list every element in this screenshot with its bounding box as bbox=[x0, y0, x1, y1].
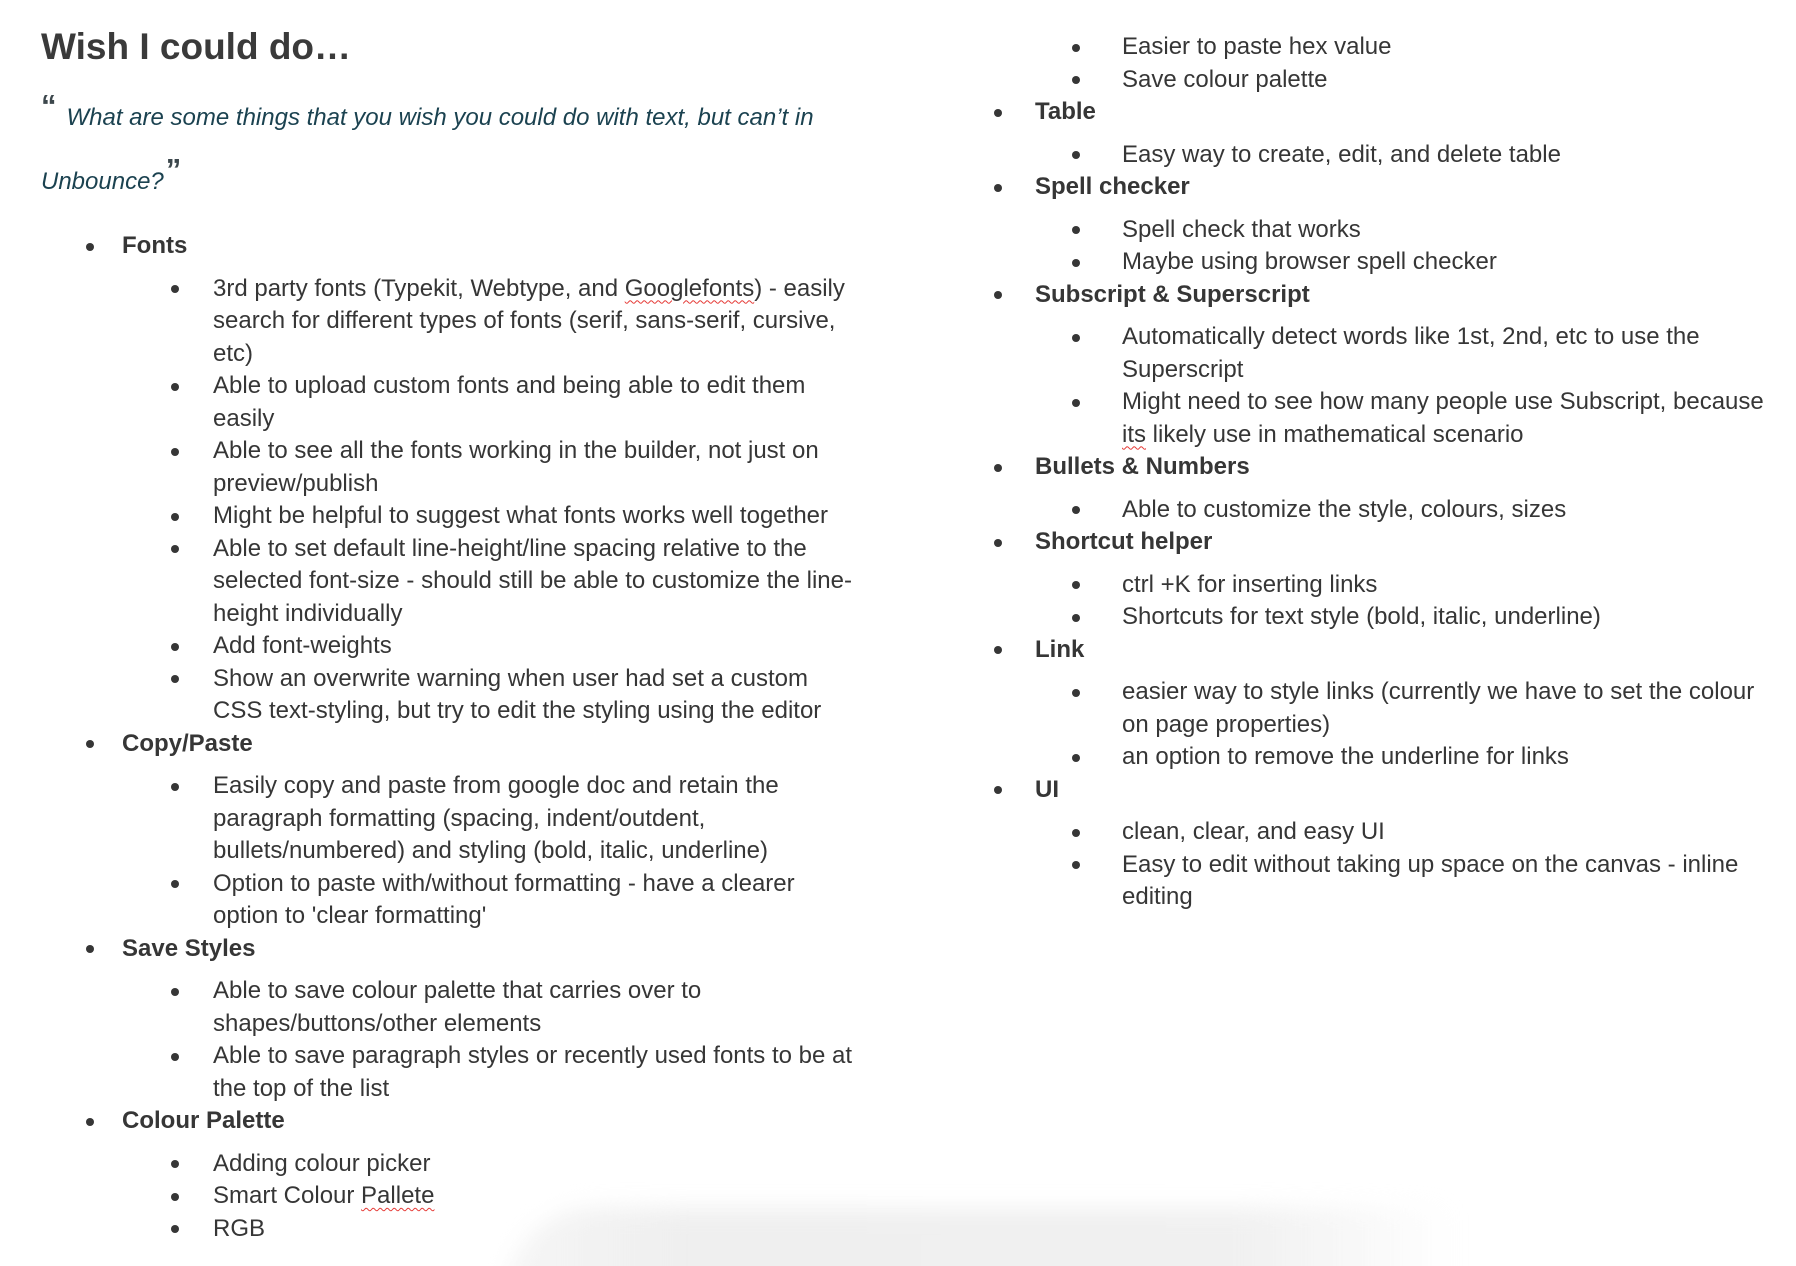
list-item-text[interactable]: Able to see all the fonts working in the builder, not just on preview/publish bbox=[213, 437, 819, 497]
page-bottom-shade bbox=[505, 1208, 1455, 1266]
section-header-item bbox=[0, 634, 1735, 667]
list-item bbox=[0, 321, 1770, 386]
list-item-text[interactable]: Option to paste with/without formatting - have a clearer option to 'clear formatting' bbox=[213, 869, 795, 929]
bullet-icon bbox=[1072, 689, 1080, 697]
open-quote-mark: “ bbox=[41, 88, 57, 123]
list-item-text[interactable]: Spell check that works bbox=[1122, 215, 1361, 243]
list-item-text[interactable]: Subscript & Superscript bbox=[1035, 280, 1310, 308]
page-title[interactable]: Wish I could do… bbox=[41, 26, 352, 67]
bullet-icon bbox=[1072, 829, 1080, 837]
list-item bbox=[0, 1148, 858, 1181]
list-item bbox=[0, 849, 1770, 914]
bullet-icon bbox=[1072, 76, 1080, 84]
list-item-text[interactable]: Link bbox=[1035, 635, 1085, 663]
list-item-text[interactable]: Save colour palette bbox=[1122, 65, 1328, 93]
bullet-icon bbox=[994, 109, 1002, 117]
close-quote-mark: ” bbox=[165, 152, 182, 187]
bullet-icon bbox=[86, 1118, 94, 1126]
list-item-text[interactable]: Easily copy and paste from google doc and retain the paragraph formatting (spacing, indent/outdent, bullets/numbered) and styling (bold, italic, underline) bbox=[213, 772, 779, 864]
misspelled-word[interactable]: its bbox=[1122, 420, 1146, 448]
list-item bbox=[0, 214, 1770, 247]
bullet-icon bbox=[1072, 151, 1080, 159]
list-item bbox=[0, 31, 1770, 64]
list-item-text[interactable]: Maybe using browser spell checker bbox=[1122, 248, 1497, 275]
bullet-icon bbox=[994, 291, 1002, 299]
list-item-text[interactable]: Might need to see how many people use Subscript, because its likely use in mathematical scenario bbox=[1122, 388, 1764, 448]
bullet-icon bbox=[1072, 44, 1080, 52]
list-item-text[interactable]: easier way to style links (currently we have to set the colour on page properties) bbox=[1122, 678, 1755, 738]
list-item-text[interactable]: Shortcuts for text style (bold, italic, underline) bbox=[1122, 603, 1601, 630]
list-item-text[interactable]: clean, clear, and easy UI bbox=[1122, 818, 1385, 845]
bullet-icon bbox=[994, 786, 1002, 794]
bullet-icon bbox=[1072, 399, 1080, 407]
list-item bbox=[0, 386, 1770, 451]
bullet-icon bbox=[1072, 334, 1080, 342]
list-item bbox=[0, 816, 1770, 849]
list-item-text[interactable]: Show an overwrite warning when user had set a custom CSS text-styling, but try to edit the styling using the editor bbox=[213, 664, 822, 724]
list-item-text[interactable]: Might be helpful to suggest what fonts works well together bbox=[213, 502, 828, 529]
list-item bbox=[0, 139, 1770, 172]
list-item-text[interactable]: Table bbox=[1035, 98, 1096, 125]
bullet-icon bbox=[1072, 754, 1080, 762]
list-item-text[interactable]: an option to remove the underline for links bbox=[1122, 743, 1569, 770]
list-column-right bbox=[0, 31, 1770, 914]
list-item-text[interactable]: Easier to paste hex value bbox=[1122, 33, 1392, 60]
list-item-text[interactable]: Shortcut helper bbox=[1035, 528, 1213, 555]
section-header-item bbox=[0, 171, 1735, 204]
bullet-icon bbox=[994, 464, 1002, 472]
list-item-text[interactable]: Add font-weights bbox=[213, 632, 392, 659]
list-item-text[interactable]: 3rd party fonts (Typekit, Webtype, and Googlefonts) - easily search for different types of fonts (serif, sans-serif, cursive, etc) bbox=[213, 274, 845, 367]
section-header-item bbox=[0, 96, 1735, 129]
list-item-text[interactable]: Smart Colour Pallete bbox=[213, 1182, 435, 1209]
list-item-text[interactable]: Colour Palette bbox=[122, 1107, 285, 1134]
list-item bbox=[0, 64, 1770, 97]
bullet-icon bbox=[171, 988, 179, 996]
bullet-icon bbox=[994, 646, 1002, 654]
bullet-icon bbox=[994, 539, 1002, 547]
list-item-text[interactable]: Able to save paragraph styles or recently used fonts to be at the top of the list bbox=[213, 1042, 853, 1102]
bullet-icon bbox=[1072, 259, 1080, 267]
bullet-icon bbox=[171, 1053, 179, 1061]
list-item-text[interactable]: Save Styles bbox=[122, 934, 256, 962]
list-item-text[interactable]: RGB bbox=[213, 1214, 266, 1242]
list-item-text[interactable]: Bullets & Numbers bbox=[1035, 453, 1250, 480]
misspelled-word[interactable]: Googlefonts bbox=[624, 274, 755, 302]
list-item-text[interactable]: Fonts bbox=[122, 232, 188, 259]
list-item-text[interactable]: Able to set default line-height/line spacing relative to the selected font-size - should still be able to customize the line-height individually bbox=[213, 534, 852, 627]
list-item-text[interactable]: Copy/Paste bbox=[122, 729, 253, 757]
section-header-item bbox=[0, 774, 1735, 807]
list-item-text[interactable]: Easy to edit without taking up space on the canvas - inline editing bbox=[1122, 850, 1739, 910]
list-item-text[interactable]: Automatically detect words like 1st, 2nd, etc to use the Superscript bbox=[1122, 323, 1700, 383]
quote-text[interactable]: What are some things that you wish you could do with text, but can’t in Unbounce? bbox=[41, 104, 814, 195]
section-header-item bbox=[0, 451, 1735, 484]
list-item bbox=[0, 569, 1770, 602]
list-item-text[interactable]: Easy way to create, edit, and delete table bbox=[1122, 140, 1561, 168]
list-item bbox=[0, 494, 1770, 527]
list-item bbox=[0, 246, 1770, 279]
bullet-icon bbox=[86, 945, 94, 953]
list-item-text[interactable]: Spell checker bbox=[1035, 173, 1190, 200]
bullet-icon bbox=[1072, 226, 1080, 234]
list-item bbox=[0, 676, 1770, 741]
bullet-icon bbox=[1072, 506, 1080, 514]
section-header-item bbox=[0, 1105, 822, 1138]
misspelled-word[interactable]: Pallete bbox=[361, 1182, 435, 1209]
bullet-icon bbox=[171, 1160, 179, 1168]
section-header-item bbox=[0, 526, 1735, 559]
list-item bbox=[0, 601, 1770, 634]
list-item bbox=[0, 741, 1770, 774]
bullet-icon bbox=[1072, 861, 1080, 869]
section-header-item bbox=[0, 933, 822, 966]
bullet-icon bbox=[1072, 614, 1080, 622]
bullet-icon bbox=[1072, 581, 1080, 589]
list-item-text[interactable]: Able to upload custom fonts and being able to edit them easily bbox=[213, 372, 806, 432]
bullet-icon bbox=[171, 1225, 179, 1233]
list-item-text[interactable]: Able to customize the style, colours, sizes bbox=[1122, 495, 1567, 523]
list-item-text[interactable]: Able to save colour palette that carries over to shapes/buttons/other elements bbox=[213, 977, 702, 1037]
bullet-icon bbox=[171, 1193, 179, 1201]
list-item-text[interactable]: UI bbox=[1035, 775, 1059, 803]
list-item-text[interactable]: Adding colour picker bbox=[213, 1149, 431, 1177]
section-header-item bbox=[0, 279, 1735, 312]
bullet-icon bbox=[994, 184, 1002, 192]
list-item bbox=[0, 975, 858, 1040]
list-item bbox=[0, 1040, 858, 1105]
list-item-text[interactable]: ctrl +K for inserting links bbox=[1122, 570, 1378, 598]
